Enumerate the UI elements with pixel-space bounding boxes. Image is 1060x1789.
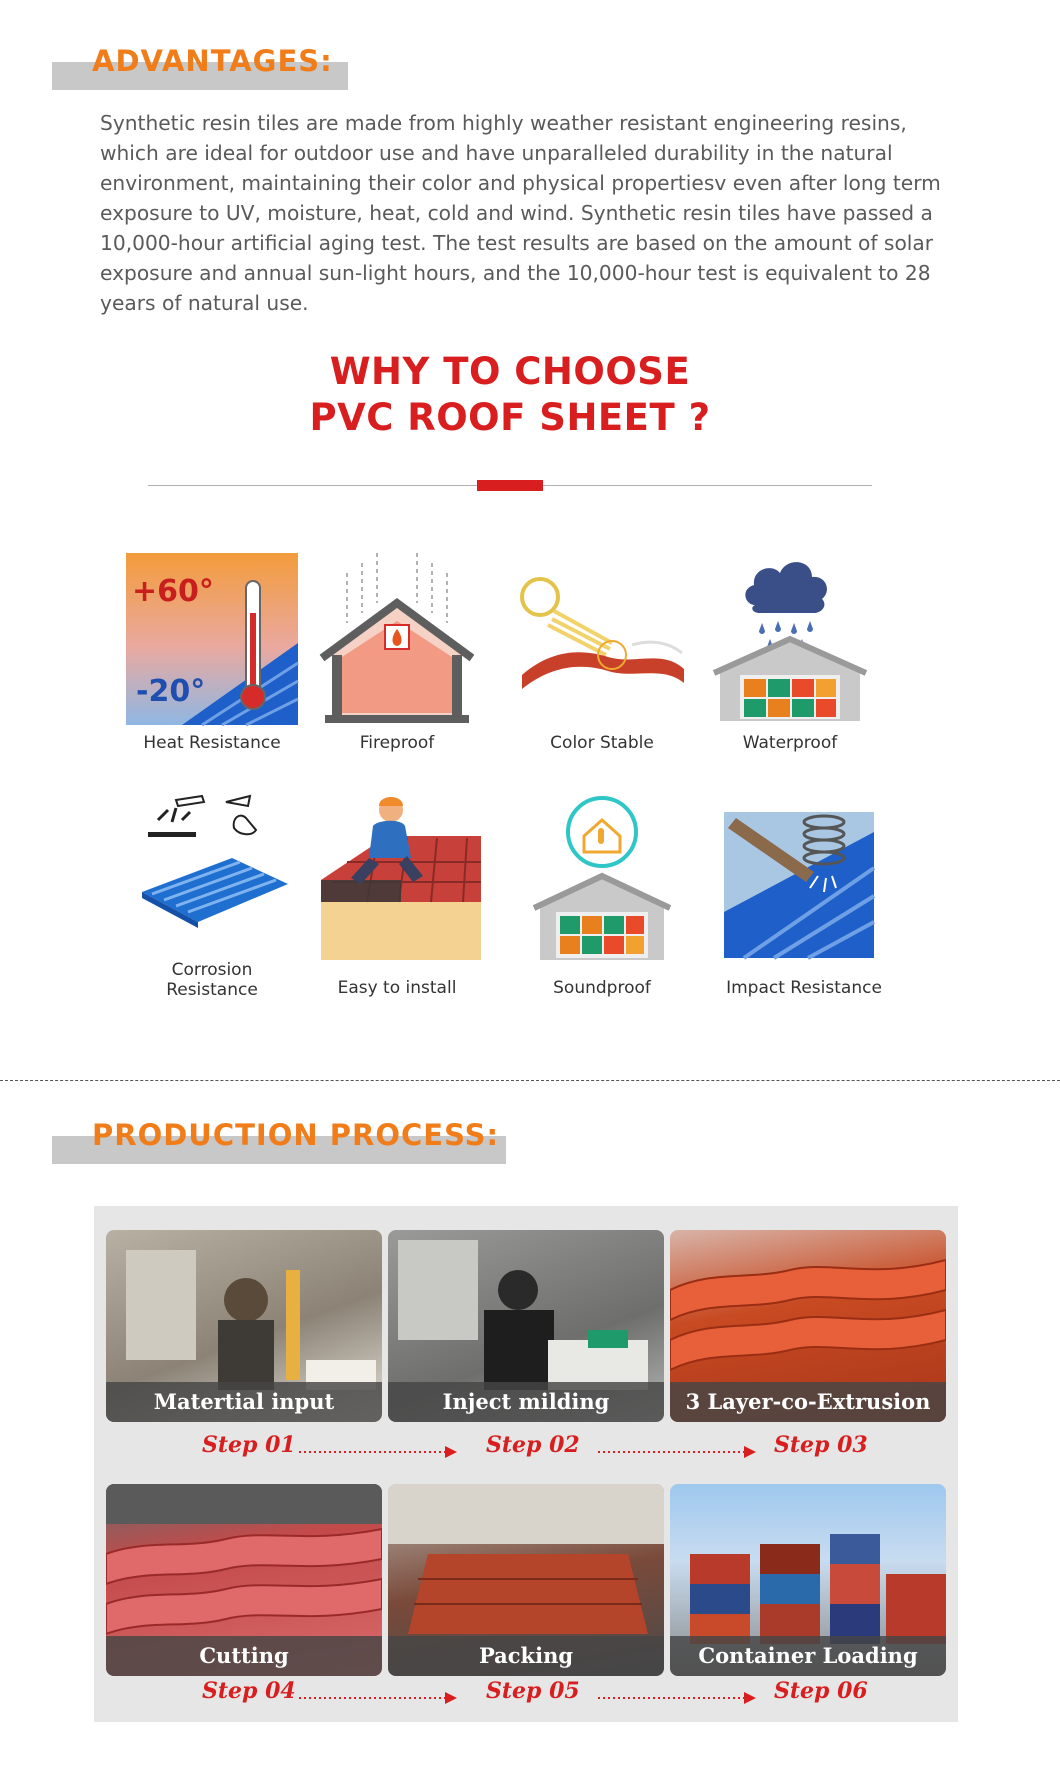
step-caption: Matertial input [106, 1382, 382, 1422]
advantages-heading-bar [52, 44, 348, 90]
worker-icon [307, 792, 487, 972]
thermometer-icon [122, 553, 302, 733]
step-card [670, 1484, 946, 1676]
chemical-icon [122, 792, 302, 972]
rain-cloud-icon [700, 553, 880, 733]
step-label: Step 02 [486, 1432, 580, 1458]
step-caption: Cutting [106, 1636, 382, 1676]
step-card [670, 1230, 946, 1422]
step-label: Step 05 [486, 1678, 580, 1704]
feature-label-line2: Resistance [166, 980, 258, 1000]
arrow-icon [598, 1442, 758, 1462]
step-label: Step 04 [202, 1678, 296, 1704]
step-card [388, 1230, 664, 1422]
step-caption: 3 Layer-co-Extrusion [670, 1382, 946, 1422]
step-caption: Container Loading [670, 1636, 946, 1676]
step-caption: Inject milding [388, 1382, 664, 1422]
step-label: Step 06 [774, 1678, 868, 1704]
arrow-icon [598, 1688, 758, 1708]
feature-label: Waterproof [742, 733, 838, 753]
feature-label: Easy to install [337, 978, 457, 998]
feature-label: Soundproof [553, 978, 651, 998]
feature-label-line1: Corrosion [171, 960, 253, 980]
production-heading-bar [52, 1118, 506, 1164]
step-caption: Packing [388, 1636, 664, 1676]
step-card [106, 1230, 382, 1422]
step-label: Step 03 [774, 1432, 868, 1458]
feature-label: Heat Resistance [143, 733, 281, 753]
advantages-text: Synthetic resin tiles are made from highly weather resistant engineering resins, which are ideal for outdoor use and have unparalleled durability in the natural environment, maintaining their color and physical propertiesv even after long term exposure to UV, moisture, heat, cold and wind. Synthetic resin tiles have passed a 10,000-hour artificial aging test. The test results are based on the amount of solar exposure and annual sun-light hours, and the 10,000-hour test is equivalent to 28 years of natural use. [100, 111, 941, 315]
feature-label: Fireproof [359, 733, 435, 753]
production-process-panel [94, 1206, 958, 1722]
hot-temp: +60° [132, 574, 214, 609]
step-card [106, 1484, 382, 1676]
feature-label: Impact Resistance [726, 978, 882, 998]
production-heading: PRODUCTION PROCESS: [92, 1118, 500, 1152]
arrow-icon [299, 1442, 459, 1462]
dashed-separator [0, 1080, 1060, 1081]
fire-house-icon [307, 553, 487, 733]
advantages-heading: ADVANTAGES: [92, 44, 333, 78]
feature-label: Color Stable [550, 733, 654, 753]
spring-hammer-icon [714, 792, 894, 972]
arrow-icon [299, 1688, 459, 1708]
step-label: Step 01 [202, 1432, 296, 1458]
sun-tile-icon [512, 553, 692, 733]
cold-temp: -20° [136, 674, 206, 709]
why-title-line1: WHY TO CHOOSE [329, 350, 691, 393]
why-title-line2: PVC ROOF SHEET ? [309, 396, 711, 439]
divider-accent [477, 480, 543, 491]
silent-house-icon [512, 792, 692, 972]
step-card [388, 1484, 664, 1676]
